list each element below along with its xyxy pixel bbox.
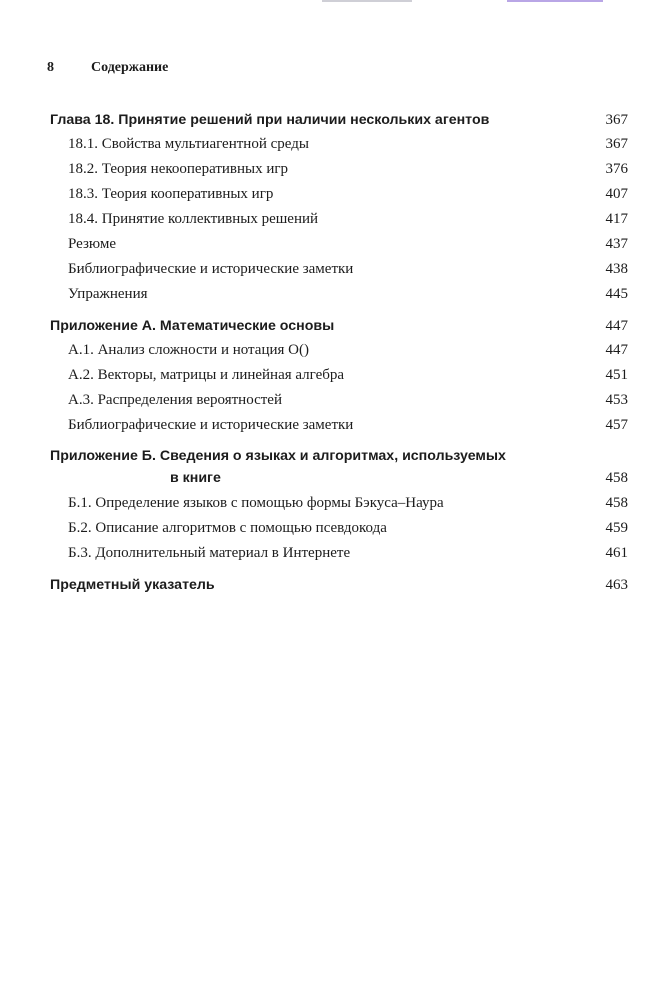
section-page: 463	[605, 577, 628, 593]
entry-page: 367	[605, 136, 628, 152]
toc-entry[interactable]	[50, 132, 628, 157]
toc-entry[interactable]	[50, 257, 628, 282]
toc-entry[interactable]	[50, 338, 628, 363]
entry-title: Резюме	[68, 236, 117, 252]
toc-section-chapter-18[interactable]	[50, 108, 628, 132]
entry-title: А.1. Анализ сложности и нотация O()	[68, 342, 309, 358]
entry-title: Библиографические и исторические заметки	[68, 261, 354, 277]
entry-title: Б.2. Описание алгоритмов с помощью псевдокода	[68, 520, 387, 536]
entry-page: 453	[605, 392, 628, 408]
entry-title: Упражнения	[68, 286, 148, 302]
entry-page: 458	[605, 495, 628, 511]
toc-section-appendix-a[interactable]	[50, 314, 628, 338]
entry-page: 445	[605, 286, 628, 302]
entry-title: Библиографические и исторические заметки	[68, 417, 354, 433]
entry-title: А.3. Распределения вероятностей	[68, 392, 282, 408]
section-title	[50, 445, 506, 489]
section-page: 458	[605, 470, 628, 486]
entry-page: 437	[605, 236, 628, 252]
section-page: 447	[605, 318, 628, 334]
toc-entry[interactable]	[50, 541, 628, 566]
scan-edge-mark-gray	[322, 0, 412, 2]
header-page-number: 8	[47, 60, 54, 75]
toc-section-index[interactable]	[50, 573, 628, 597]
toc-entry[interactable]	[50, 157, 628, 182]
toc-entry[interactable]	[50, 182, 628, 207]
toc-entry[interactable]	[50, 282, 628, 307]
entry-page: 417	[605, 211, 628, 227]
entry-title: 18.3. Теория кооперативных игр	[68, 186, 274, 202]
section-page: 367	[605, 112, 628, 128]
entry-title: 18.4. Принятие коллективных решений	[68, 211, 319, 227]
toc-entry[interactable]	[50, 516, 628, 541]
entry-title: 18.2. Теория некооперативных игр	[68, 161, 289, 177]
running-header	[47, 60, 168, 76]
table-of-contents	[50, 108, 628, 597]
entry-page: 461	[605, 545, 628, 561]
toc-entry[interactable]	[50, 232, 628, 257]
toc-entry[interactable]	[50, 207, 628, 232]
entry-title: Б.1. Определение языков с помощью формы Бэкуса–Наура	[68, 495, 444, 511]
section-title-line2: в книге	[170, 470, 221, 486]
section-title: Предметный указатель	[50, 577, 215, 593]
section-title-line1: Приложение Б. Сведения о языках и алгоритмах, используемых	[50, 448, 506, 464]
toc-entry[interactable]	[50, 491, 628, 516]
entry-page: 447	[605, 342, 628, 358]
header-title: Содержание	[91, 60, 169, 75]
entry-page: 457	[605, 417, 628, 433]
scan-edge-mark-purple	[507, 0, 603, 2]
toc-entry[interactable]	[50, 388, 628, 413]
entry-page: 407	[605, 186, 628, 202]
section-title: Приложение А. Математические основы	[50, 318, 335, 334]
entry-page: 438	[605, 261, 628, 277]
entry-title: 18.1. Свойства мультиагентной среды	[68, 136, 309, 152]
entry-page: 459	[605, 520, 628, 536]
entry-page: 376	[605, 161, 628, 177]
entry-title: Б.3. Дополнительный материал в Интернете	[68, 545, 351, 561]
section-title: Глава 18. Принятие решений при наличии нескольких агентов	[50, 112, 490, 128]
toc-section-appendix-b[interactable]	[50, 445, 628, 491]
toc-entry[interactable]	[50, 363, 628, 388]
entry-page: 451	[605, 367, 628, 383]
toc-entry[interactable]	[50, 413, 628, 438]
entry-title: А.2. Векторы, матрицы и линейная алгебра	[68, 367, 345, 383]
